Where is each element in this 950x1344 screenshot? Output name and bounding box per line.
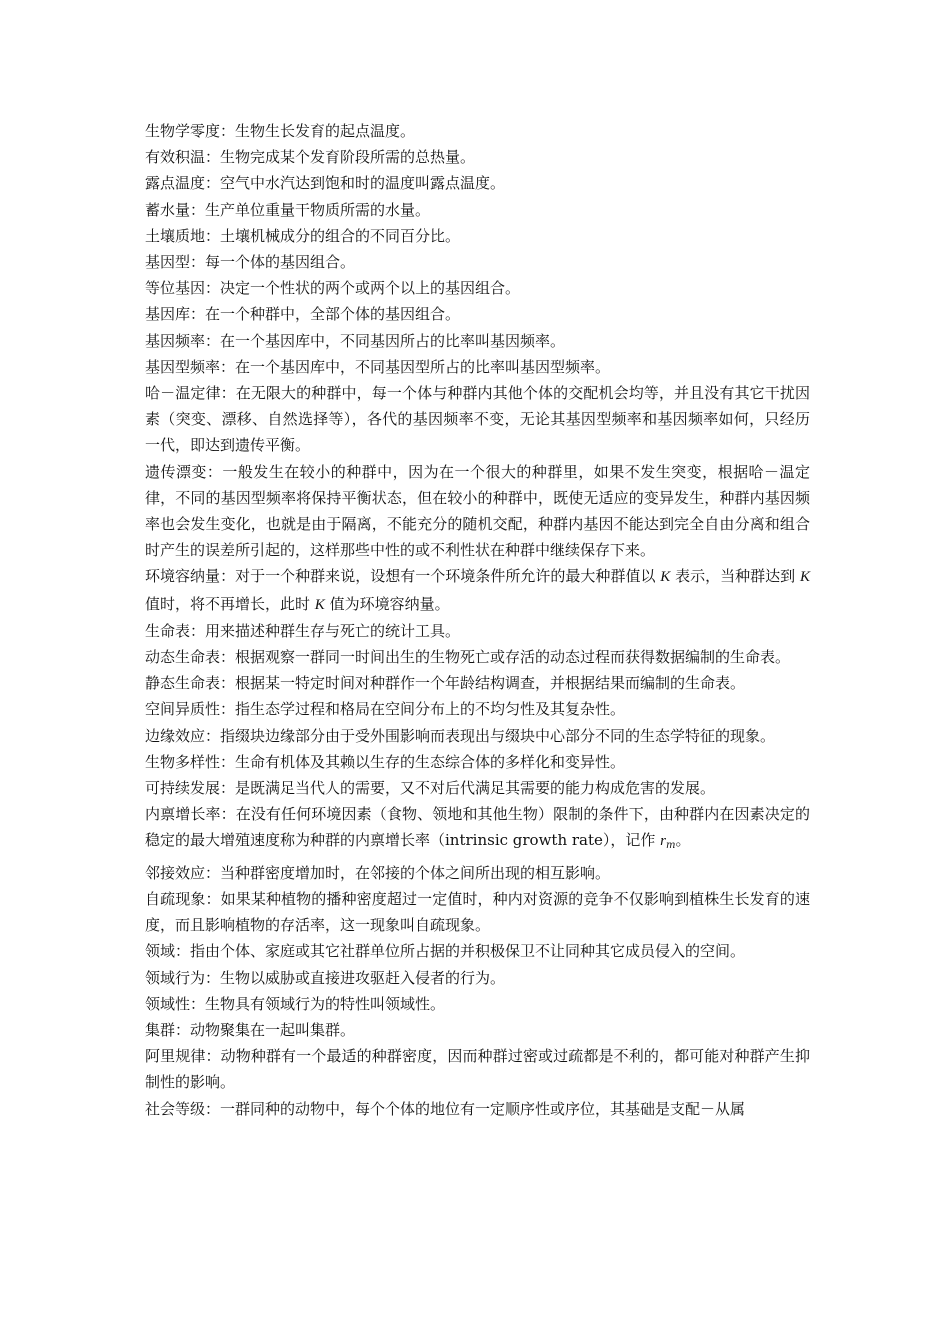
glossary-entry: [145, 170, 810, 196]
glossary-entry: [145, 801, 810, 859]
entry-term: 阿里规律：: [145, 1047, 221, 1066]
glossary-entry: [145, 886, 810, 938]
entry-definition: 指缀块边缘部分由于受外围影响而表现出与缀块中心部分不同的生态学特征的现象。: [220, 726, 776, 745]
entry-term: 生物多样性：: [145, 752, 236, 771]
entry-term: 哈－温定律：: [145, 384, 236, 403]
glossary-entry: [145, 1017, 810, 1043]
entry-definition: 值时，将不再增长，此时: [145, 594, 315, 613]
glossary-entry: [145, 380, 810, 459]
variable-k: K: [314, 596, 325, 613]
entry-term: 领域性：: [145, 994, 206, 1013]
entry-definition: 指生态学过程和格局在空间分布上的不均匀性及其复杂性。: [235, 700, 626, 719]
entry-definition: 在一个种群中，全部个体的基因组合。: [205, 305, 461, 324]
entry-term: 集群：: [145, 1020, 191, 1039]
entry-definition: 当种群密度增加时，在邻接的个体之间所出现的相互影响。: [220, 863, 611, 882]
entry-definition: 动物种群有一个最适的种群密度，因而种群过密或过疏都是不利的，都可能对种群产生抑制性的影响。: [145, 1047, 810, 1092]
entry-definition: 用来描述种群生存与死亡的统计工具。: [205, 621, 461, 640]
glossary-entry: [145, 459, 810, 564]
glossary-entry: [145, 275, 810, 301]
subscript-m: m: [666, 840, 676, 852]
glossary-entry: [145, 749, 810, 775]
entry-term: 遗传漂变：: [145, 462, 223, 481]
entry-term: 动态生命表：: [145, 648, 236, 667]
entry-definition: 每一个体的基因组合。: [205, 253, 356, 272]
entry-definition: 是既满足当代人的需要，又不对后代满足其需要的能力构成危害的发展。: [235, 779, 716, 798]
entry-term: 基因库：: [145, 305, 206, 324]
glossary-entry: [145, 223, 810, 249]
entry-definition: 对于一个种群来说，设想有一个环境条件所允许的最大种群值以: [235, 567, 661, 586]
entry-definition: 生物生长发育的起点温度。: [235, 122, 416, 140]
entry-definition: 指由个体、家庭或其它社群单位所占据的并积极保卫不让同种其它成员侵入的空间。: [190, 942, 746, 961]
entry-definition: 生物以威胁或直接进攻驱赶入侵者的行为。: [220, 968, 506, 987]
entry-term: 生物学零度：: [145, 122, 236, 140]
entry-term: 土壤质地：: [145, 226, 221, 245]
entry-term: 自疏现象：: [145, 889, 221, 908]
glossary-entry: [145, 144, 810, 170]
glossary-entry: [145, 1043, 810, 1095]
entry-definition: 在没有任何环境因素（食物、领地和其他生物）限制的条件下，由种群内在因素决定的稳定的最大增殖速度称为种群的内禀增长率（intrinsic growth rate），记作: [145, 805, 810, 850]
entry-definition: 表示，当种群达到: [670, 567, 800, 586]
entry-definition: 生产单位重量干物质所需的水量。: [205, 200, 431, 219]
entry-definition: 一般发生在较小的种群中，因为在一个很大的种群里，如果不发生突变，根据哈－温定律，不同的基因型频率将保持平衡状态，但在较小的种群中，既使无适应的变异发生，种群内基因频率也会发生变化，也就是由于隔离，不能充分的随机交配，种群内基因不能达到完全自由分离和组合时产生的误差所引起的，这样那些中性的或不利性状在种群中继续保存下来。: [145, 462, 810, 560]
glossary-entry: [145, 965, 810, 991]
entry-term: 静态生命表：: [145, 674, 236, 693]
entry-term: 领域：: [145, 942, 191, 961]
entry-definition: 在一个基因库中，不同基因所占的比率叫基因频率。: [220, 331, 566, 350]
glossary-entry: [145, 118, 810, 144]
glossary-entry: [145, 644, 810, 670]
entry-term: 有效积温：: [145, 148, 221, 167]
glossary-entry: [145, 696, 810, 722]
entry-term: 蓄水量：: [145, 200, 206, 219]
entry-definition: 在无限大的种群中，每一个体与种群内其他个体的交配机会均等，并且没有其它干扰因素（突变、漂移、自然选择等），各代的基因频率不变，无论其基因型频率和基因频率如何，只经历一代，即达到遗传平衡。: [145, 384, 810, 455]
entry-definition: 值为环境容纳量。: [324, 594, 450, 613]
entry-definition: 。: [675, 831, 691, 850]
entry-term: 基因频率：: [145, 331, 221, 350]
glossary-entry: [145, 618, 810, 644]
glossary-entry: [145, 328, 810, 354]
entry-definition: 生物完成某个发育阶段所需的总热量。: [220, 148, 476, 167]
entry-definition: 根据某一特定时间对种群作一个年龄结构调查，并根据结果而编制的生命表。: [235, 674, 746, 693]
entry-term: 可持续发展：: [145, 779, 236, 798]
entry-definition: 土壤机械成分的组合的不同百分比。: [220, 226, 461, 245]
variable-k: K: [660, 569, 671, 586]
entry-term: 露点温度：: [145, 174, 221, 193]
glossary-body: [145, 118, 810, 1122]
entry-definition: 生命有机体及其赖以生存的生态综合体的多样化和变异性。: [235, 752, 626, 771]
entry-term: 基因型：: [145, 253, 206, 272]
entry-definition: 动物聚集在一起叫集群。: [190, 1020, 356, 1039]
glossary-entry: [145, 670, 810, 696]
glossary-entry: [145, 354, 810, 380]
entry-term: 邻接效应：: [145, 863, 221, 882]
entry-term: 等位基因：: [145, 279, 221, 298]
entry-term: 领域行为：: [145, 968, 221, 987]
glossary-entry: [145, 301, 810, 327]
entry-term: 空间异质性：: [145, 700, 236, 719]
glossary-entry: [145, 860, 810, 886]
entry-definition: 根据观察一群同一时间出生的生物死亡或存活的动态过程而获得数据编制的生命表。: [235, 648, 791, 667]
entry-term: 环境容纳量：: [145, 567, 236, 586]
entry-definition: 空气中水汽达到饱和时的温度叫露点温度。: [220, 174, 506, 193]
entry-definition: 决定一个性状的两个或两个以上的基因组合。: [220, 279, 521, 298]
entry-term: 内禀增长率：: [145, 805, 236, 824]
entry-term: 社会等级：: [145, 1099, 221, 1118]
glossary-entry: [145, 197, 810, 223]
entry-definition: 一群同种的动物中，每个个体的地位有一定顺序性或序位，其基础是支配－从属: [220, 1099, 746, 1118]
glossary-entry: [145, 938, 810, 964]
entry-definition: 如果某种植物的播种密度超过一定值时，种内对资源的竞争不仅影响到植株生长发育的速度，而且影响植物的存活率，这一现象叫自疏现象。: [145, 889, 810, 935]
glossary-entry: [145, 775, 810, 801]
variable-k: K: [799, 569, 810, 586]
glossary-entry: [145, 249, 810, 275]
entry-term: 基因型频率：: [145, 357, 236, 376]
glossary-entry: [145, 1096, 810, 1122]
entry-term: 边缘效应：: [145, 726, 221, 745]
entry-definition: 在一个基因库中，不同基因型所占的比率叫基因型频率。: [235, 357, 611, 376]
glossary-entry: [145, 991, 810, 1017]
entry-definition: 生物具有领域行为的特性叫领域性。: [205, 994, 446, 1013]
glossary-entry: [145, 723, 810, 749]
variable-r: r: [660, 833, 667, 850]
glossary-entry: [145, 563, 810, 617]
entry-term: 生命表：: [145, 621, 206, 640]
